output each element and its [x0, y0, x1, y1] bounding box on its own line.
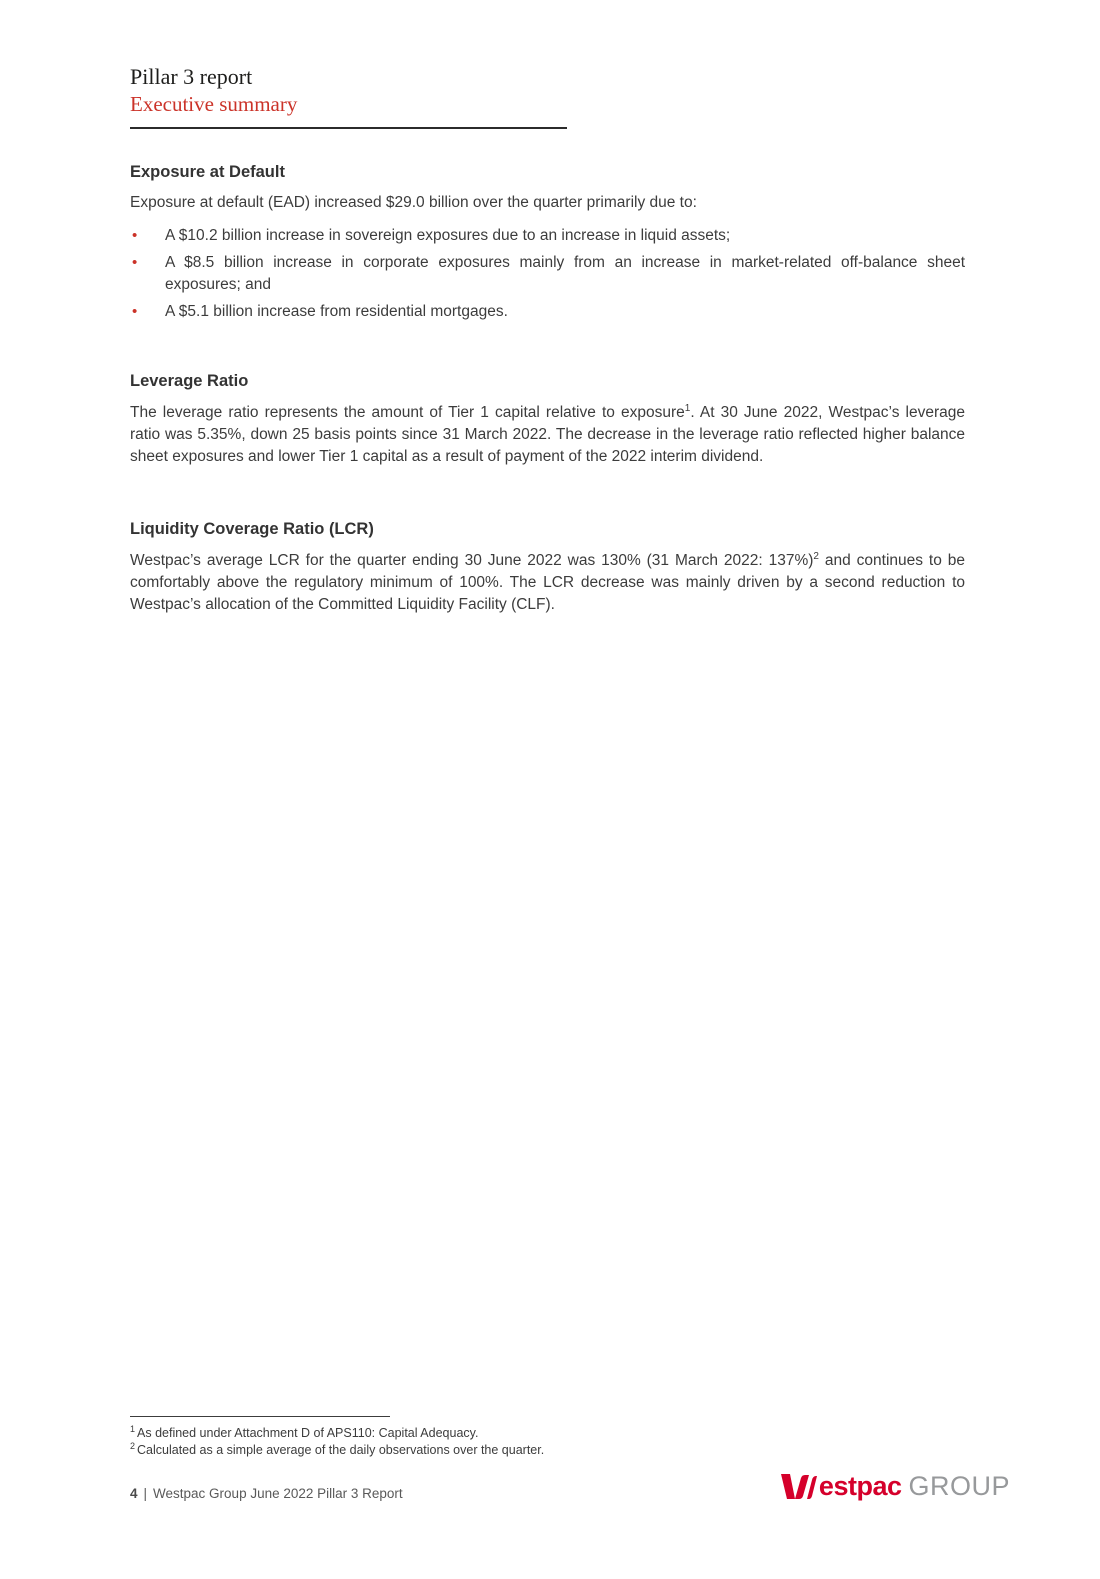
footnote-number: 1 [130, 1423, 136, 1434]
list-item [130, 301, 965, 323]
footer-separator: | [143, 1486, 148, 1501]
section-leverage-ratio [130, 372, 965, 468]
footnote-text: As defined under Attachment D of APS110: Capital Adequacy. [137, 1426, 479, 1440]
page-number: 4 [130, 1486, 138, 1501]
bullet-icon [130, 225, 165, 247]
bullet-text: A $10.2 billion increase in sovereign exposures due to an increase in liquid assets; [165, 227, 731, 245]
report-subtitle: Executive summary [130, 92, 298, 117]
list-item [130, 225, 965, 247]
section-heading: Leverage Ratio [130, 372, 249, 391]
footnote [130, 1425, 970, 1442]
paragraph-text: The leverage ratio represents the amount of Tier 1 capital relative to exposure [130, 404, 685, 422]
section-paragraph [130, 402, 965, 468]
bullet-text: A $8.5 billion increase in corporate exposures mainly from an increase in market-related off-balance sheet exposures; and [165, 254, 965, 294]
footnote-text: Calculated as a simple average of the daily observations over the quarter. [137, 1443, 545, 1457]
bullet-icon [130, 301, 165, 323]
section-heading: Liquidity Coverage Ratio (LCR) [130, 520, 374, 539]
bullet-icon [130, 252, 165, 296]
footnote-reference: 2 [813, 551, 819, 563]
logo-brand-text: estpac [818, 1471, 902, 1501]
footnote-number: 2 [130, 1440, 136, 1451]
list-item [130, 252, 965, 296]
paragraph-text: Westpac’s average LCR for the quarter ending 30 June 2022 was 130% (31 March 2022: 137%) [130, 552, 814, 570]
footnote [130, 1442, 970, 1459]
bullet-text: A $5.1 billion increase from residential mortgages. [165, 303, 508, 321]
logo-group-text: GROUP [908, 1471, 1010, 1501]
footnotes-block [130, 1416, 970, 1459]
footnote-rule [130, 1416, 390, 1417]
page-content [0, 0, 1100, 616]
westpac-group-logo [778, 1471, 1010, 1502]
section-intro: Exposure at default (EAD) increased $29.0 billion over the quarter primarily due to: [130, 194, 697, 212]
paragraph-text: . At 30 June 2022, Westpac’s leverage ratio was 5.35%, down 25 basis points since 31 March 2022. The decrease in the leverage ratio reflected higher balance sheet exposures and lower Tier 1 capital as a result of payment of the 2022 interim dividend. [130, 404, 965, 466]
report-title: Pillar 3 report [130, 64, 253, 89]
document-header [130, 64, 965, 129]
header-rule [130, 127, 567, 129]
section-paragraph [130, 550, 965, 616]
footnote-reference: 1 [684, 403, 691, 415]
section-exposure-at-default [130, 163, 965, 323]
westpac-w-icon [778, 1472, 818, 1502]
bullet-list [130, 225, 965, 323]
footer-text: Westpac Group June 2022 Pillar 3 Report [153, 1486, 403, 1501]
section-liquidity-coverage-ratio [130, 520, 965, 616]
page-footer [130, 1486, 403, 1501]
paragraph-text: and continues to be comfortably above the regulatory minimum of 100%. The LCR decrease was mainly driven by a second reduction to Westpac’s allocation of the Committed Liquidity Facility (CLF). [130, 552, 965, 614]
section-heading: Exposure at Default [130, 163, 285, 182]
